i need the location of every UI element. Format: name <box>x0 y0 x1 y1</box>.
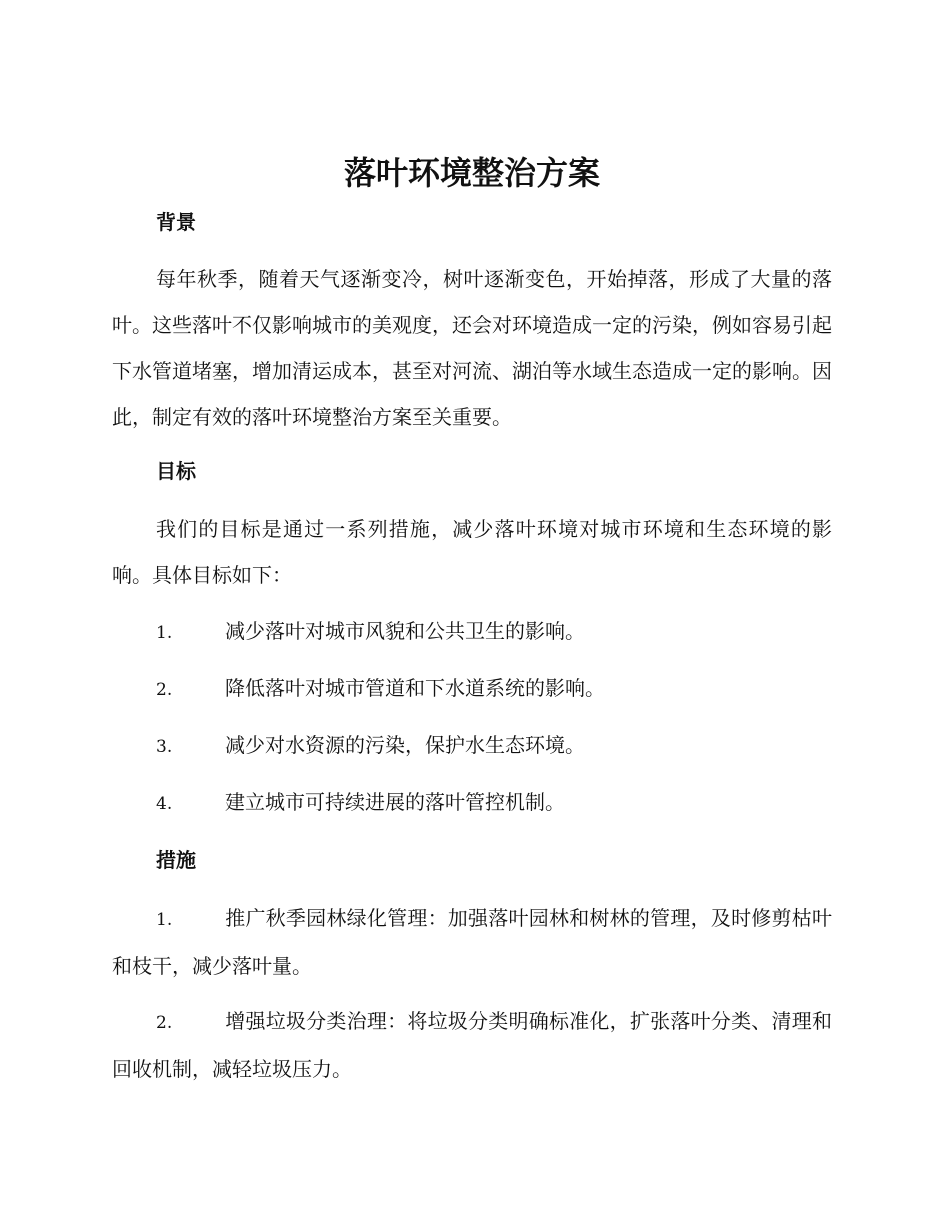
measure-list-item <box>112 895 832 989</box>
list-text: 减少落叶对城市风貌和公共卫生的影响。 <box>225 619 585 643</box>
background-paragraph: 每年秋季，随着天气逐渐变冷，树叶逐渐变色，开始掉落，形成了大量的落叶。这些落叶不仅影响城市的美观度，还会对环境造成一定的污染，例如容易引起下水管道堵塞，增加清运成本，甚至对河流、湖泊等水域生态造成一定的影响。因此，制定有效的落叶环境整治方案至关重要。 <box>112 267 832 429</box>
section-heading-measures: 措施 <box>156 848 196 872</box>
document-title: 落叶环境整治方案 <box>343 154 600 192</box>
section-heading-background: 背景 <box>156 210 196 234</box>
section-heading-goals: 目标 <box>156 459 196 483</box>
list-number: 2. <box>156 680 173 700</box>
list-number: 1. <box>156 910 173 930</box>
goal-list-item <box>112 665 832 713</box>
list-text: 减少对水资源的污染，保护水生态环境。 <box>225 733 585 757</box>
list-text: 建立城市可持续进展的落叶管控机制。 <box>225 790 565 814</box>
list-number: 1. <box>156 623 173 643</box>
list-number: 4. <box>156 794 173 814</box>
goals-paragraph: 我们的目标是通过一系列措施，减少落叶环境对城市环境和生态环境的影响。具体目标如下： <box>112 517 832 587</box>
list-text: 增强垃圾分类治理：将垃圾分类明确标准化，扩张落叶分类、清理和回收机制，减轻垃圾压力。 <box>112 1009 832 1081</box>
list-text: 降低落叶对城市管道和下水道系统的影响。 <box>225 676 605 700</box>
goal-list-item <box>112 608 832 656</box>
goal-list-item <box>112 779 832 827</box>
measure-list-item <box>112 998 832 1092</box>
list-number: 2. <box>156 1013 173 1033</box>
goal-list-item <box>112 722 832 770</box>
list-number: 3. <box>156 737 173 757</box>
list-text: 推广秋季园林绿化管理：加强落叶园林和树林的管理，及时修剪枯叶和枝干，减少落叶量。 <box>112 906 832 978</box>
